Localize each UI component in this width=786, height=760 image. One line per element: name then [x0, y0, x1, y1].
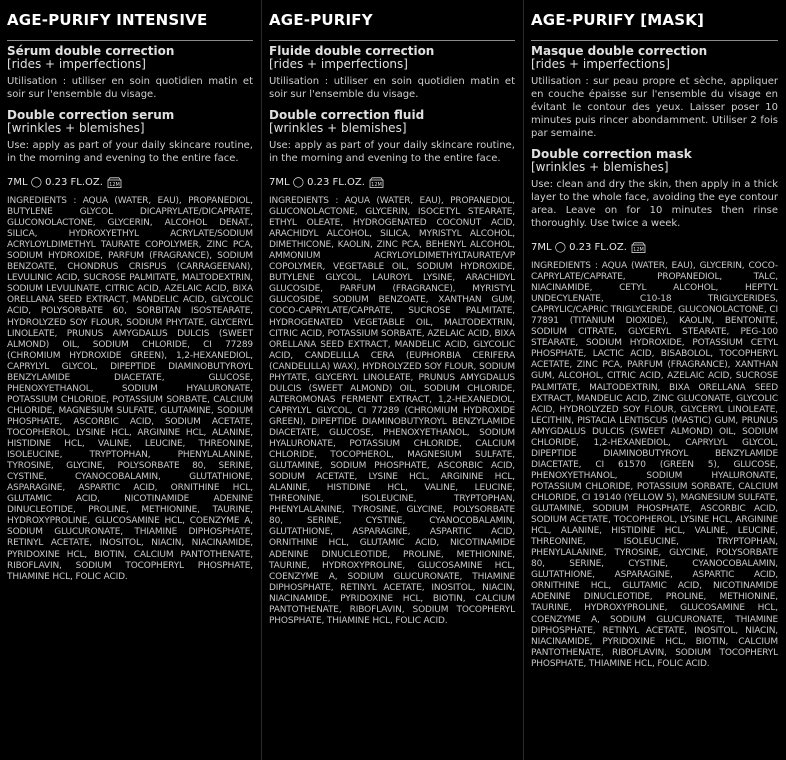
fr-usage: Utilisation : utiliser en soin quotidien matin et soir sur l'ensemble du visage.	[269, 76, 515, 100]
jar-pao-icon	[369, 177, 384, 188]
column-age-purify-mask	[524, 0, 786, 760]
fr-subheading: [rides + imperfections]	[7, 57, 146, 71]
jar-pao-icon	[631, 242, 646, 253]
column-age-purify-intensive	[0, 0, 262, 760]
fr-subheading: [rides + imperfections]	[269, 57, 408, 71]
en-usage: Use: apply as part of your daily skincare routine, in the morning and evening to the entire face.	[269, 140, 515, 164]
pao-label: 12M	[109, 182, 120, 188]
ingredients-list: INGREDIENTS : AQUA (WATER, EAU), PROPANEDIOL, GLUCONOLACTONE, GLYCERIN, ISOCETYL STEARATE, ETHYL OLEATE, HYDROGENATED COCONUT ACID, ARACHIDYL ALCOHOL, SILICA, MYRISTYL ALCOHOL, DIMETHICONE, KAOLIN, ZINC PCA, BEHENYL ALCOHOL, AMMONIUM ACRYLOYLDIMETHYLTAURATE/VP COPOLYMER, VEGETABLE OIL, SODIUM HYDROXIDE, BUTYLENE GLYCOL, LAUROYL LYSINE, ARACHIDYL GLUCOSIDE, PARFUM (FRAGRANCE), MYRISTYL GLUCOSIDE, SODIUM BENZOATE, XANTHAN GUM, COCO-CAPRYLATE/CAPRATE, SUCROSE PALMITATE, HYDROGENATED VEGETABLE OIL, MALTODEXTRIN, CITRIC ACID, POTASSIUM SORBATE, AZELAIC ACID, BIXA ORELLANA SEED EXTRACT, MANDELIC ACID, GLYCOLIC ACID, CANDELILLA CERA (EUPHORBIA CERIFERA (CANDELILLA) WAX), HYDROLYZED SOY FLOUR, SODIUM PHYTATE, GLYCERYL LINOLEATE, PRUNUS AMYGDALUS DULCIS (SWEET ALMOND) OIL, SODIUM CHLORIDE, ALTEROMONAS FERMENT EXTRACT, 1,2-HEXANEDIOL, CAPRYLYL GLYCOL, CI 77289 (CHROMIUM HYDROXIDE GREEN), DIPEPTIDE DIAMINOBUTYROYL BENZYLAMIDE DIACETATE, GLUCOSE, PHENOXYETHANOL, SODIUM HYALURONATE, POTASSIUM CHLORIDE, CALCIUM CHLORIDE, TOCOPHEROL, MAGNESIUM SULFATE, GLUTAMINE, SODIUM PHOSPHATE, ASCORBIC ACID, SODIUM ACETATE, LYSINE HCL, ARGININE HCL, ALANINE, HISTIDINE HCL, VALINE, LEUCINE, THREONINE, ISOLEUCINE, TRYPTOPHAN, PHENYLALANINE, TYROSINE, GLYCINE, POLYSORBATE 80, SERINE, CYSTINE, CYANOCOBALAMIN, GLUTATHIONE, ASPARAGINE, ASPARTIC ACID, ORNITHINE HCL, GLUTAMIC ACID, NICOTINAMIDE ADENINE DINUCLEOTIDE, PROLINE, METHIONINE, TAURINE, HYDROXYPROLINE, GLUCOSAMINE HCL, COENZYME A, SODIUM GLUCURONATE, THIAMINE DIPHOSPHATE, RETINYL ACETATE, INOSITOL, NIACIN, NIACINAMIDE, PYRIDOXINE HCL, BIOTIN, CALCIUM PANTOTHENATE, RIBOFLAVIN, SODIUM TOCOPHERYL PHOSPHATE, THIAMINE HCL, FOLIC ACID.	[269, 196, 515, 626]
title-divider	[269, 40, 515, 41]
volume-text: 7ML ◯ 0.23 FL.OZ.	[7, 177, 103, 188]
en-heading: Double correction serum	[7, 108, 175, 122]
en-subheading: [wrinkles + blemishes]	[269, 121, 407, 135]
ingredients-list: INGREDIENTS : AQUA (WATER, EAU), GLYCERIN, COCO-CAPRYLATE/CAPRATE, PROPANEDIOL, TALC, NIACINAMIDE, CETYL ALCOHOL, HEPTYL UNDECYLENATE, C10-18 TRIGLYCERIDES, CAPRYLIC/CAPRIC TRIGLYCERIDE, GLUCONOLACTONE, CI 77891 (TITANIUM DIOXIDE), KAOLIN, BENTONITE, SODIUM CITRATE, GLYCERYL STEARATE, PEG-100 STEARATE, SODIUM HYDROXIDE, POTASSIUM CETYL PHOSPHATE, LACTIC ACID, BISABOLOL, TOCOPHERYL ACETATE, ZINC PCA, PARFUM (FRAGRANCE), XANTHAN GUM, ALCOHOL, CITRIC ACID, AZELAIC ACID, SUCROSE PALMITATE, MALTODEXTRIN, BIXA ORELLANA SEED EXTRACT, MANDELIC ACID, ZINC GLUCONATE, GLYCOLIC ACID, HYDROLYZED SOY FLOUR, GLYCERYL LINOLEATE, LECITHIN, PISTACIA LENTISCUS (MASTIC) GUM, PRUNUS AMYGDALUS DULCIS (SWEET ALMOND) OIL, SODIUM CHLORIDE, 1,2-HEXANEDIOL, CAPRYLYL GLYCOL, DIPEPTIDE DIAMINOBUTYROYL BENZYLAMIDE DIACETATE, CI 61570 (GREEN 5), GLUCOSE, PHENOXYETHANOL, SODIUM HYALURONATE, POTASSIUM CHLORIDE, POTASSIUM SORBATE, CALCIUM CHLORIDE, CI 19140 (YELLOW 5), MAGNESIUM SULFATE, GLUTAMINE, SODIUM PHOSPHATE, ASCORBIC ACID, SODIUM ACETATE, TOCOPHEROL, LYSINE HCL, ARGININE HCL, ALANINE, HISTIDINE HCL, VALINE, LEUCINE, THREONINE, ISOLEUCINE, TRYPTOPHAN, PHENYLALANINE, TYROSINE, GLYCINE, POLYSORBATE 80, SERINE, CYSTINE, CYANOCOBALAMIN, GLUTATHIONE, ASPARAGINE, ASPARTIC ACID, ORNITHINE HCL, GLUTAMIC ACID, NICOTINAMIDE ADENINE DINUCLEOTIDE, PROLINE, METHIONINE, TAURINE, HYDROXYPROLINE, GLUCOSAMINE HCL, COENZYME A, SODIUM GLUCURONATE, THIAMINE DIPHOSPHATE, RETINYL ACETATE, INOSITOL, NIACIN, NIACINAMIDE, PYRIDOXINE HCL, BIOTIN, CALCIUM PANTOTHENATE, RIBOFLAVIN, SODIUM TOCOPHERYL PHOSPHATE, THIAMINE HCL, FOLIC ACID.	[531, 261, 778, 669]
en-subheading: [wrinkles + blemishes]	[7, 121, 145, 135]
volume-row	[269, 177, 515, 188]
product-title: AGE-PURIFY INTENSIVE	[7, 11, 208, 29]
fr-heading: Sérum double correction	[7, 44, 175, 58]
en-subheading: [wrinkles + blemishes]	[531, 160, 669, 174]
column-age-purify	[262, 0, 524, 760]
en-heading: Double correction fluid	[269, 108, 425, 122]
pao-label: 12M	[633, 247, 644, 253]
fr-subheading: [rides + imperfections]	[531, 57, 670, 71]
fr-heading: Fluide double correction	[269, 44, 435, 58]
volume-row	[531, 242, 778, 253]
fr-heading: Masque double correction	[531, 44, 708, 58]
volume-row	[7, 177, 253, 188]
product-title: AGE-PURIFY [MASK]	[531, 11, 705, 29]
volume-text: 7ML ◯ 0.23 FL.OZ.	[531, 242, 627, 253]
title-divider	[7, 40, 253, 41]
en-usage: Use: apply as part of your daily skincare routine, in the morning and evening to the entire face.	[7, 140, 253, 164]
title-divider	[531, 40, 778, 41]
pao-label: 12M	[371, 182, 382, 188]
jar-pao-icon	[107, 177, 122, 188]
fr-usage: Utilisation : utiliser en soin quotidien matin et soir sur l'ensemble du visage.	[7, 76, 253, 100]
product-title: AGE-PURIFY	[269, 11, 373, 29]
en-heading: Double correction mask	[531, 147, 692, 161]
en-usage: Use: clean and dry the skin, then apply in a thick layer to the whole face, avoiding the eye contour area. Leave on for 10 minutes then rinse thoroughly. Use twice a week.	[531, 179, 778, 229]
volume-text: 7ML ◯ 0.23 FL.OZ.	[269, 177, 365, 188]
ingredients-list: INGREDIENTS : AQUA (WATER, EAU), PROPANEDIOL, BUTYLENE GLYCOL DICAPRYLATE/DICAPRATE, GLUCONOLACTONE, GLYCERIN, ALCOHOL DENAT., SILICA, HYDROXYETHYL ACRYLATE/SODIUM ACRYLOYLDIMETHYL TAURATE COPOLYMER, ZINC PCA, SODIUM HYDROXIDE, PARFUM (FRAGRANCE), SODIUM BENZOATE, CHONDRUS CRISPUS (CARRAGEENAN), LEVULINIC ACID, SUCROSE PALMITATE, MALTODEXTRIN, SODIUM LEVULINATE, CITRIC ACID, AZELAIC ACID, BIXA ORELLANA SEED EXTRACT, MANDELIC ACID, GLYCOLIC ACID, POLYSORBATE 60, SORBITAN ISOSTEARATE, HYDROLYZED SOY FLOUR, SODIUM PHYTATE, GLYCERYL LINOLEATE, PRUNUS AMYGDALUS DULCIS (SWEET ALMOND) OIL, SODIUM CHLORIDE, CI 77289 (CHROMIUM HYDROXIDE GREEN), 1,2-HEXANEDIOL, CAPRYLYL GLYCOL, DIPEPTIDE DIAMINOBUTYROYL BENZYLAMIDE DIACETATE, GLUCOSE, PHENOXYETHANOL, SODIUM HYALURONATE, POTASSIUM CHLORIDE, POTASSIUM SORBATE, CALCIUM CHLORIDE, MAGNESIUM SULFATE, GLUTAMINE, SODIUM PHOSPHATE, ASCORBIC ACID, SODIUM ACETATE, TOCOPHEROL, LYSINE HCL, ARGININE HCL, ALANINE, HISTIDINE HCL, VALINE, LEUCINE, THREONINE, ISOLEUCINE, TRYPTOPHAN, PHENYLALANINE, TYROSINE, GLYCINE, POLYSORBATE 80, SERINE, CYSTINE, CYANOCOBALAMIN, GLUTATHIONE, ASPARAGINE, ASPARTIC ACID, ORNITHINE HCL, GLUTAMIC ACID, NICOTINAMIDE ADENINE DINUCLEOTIDE, PROLINE, METHIONINE, TAURINE, HYDROXYPROLINE, GLUCOSAMINE HCL, COENZYME A, SODIUM GLUCURONATE, THIAMINE DIPHOSPHATE, RETINYL ACETATE, INOSITOL, NIACIN, NIACINAMIDE, PYRIDOXINE HCL, BIOTIN, CALCIUM PANTOTHENATE, RIBOFLAVIN, SODIUM TOCOPHERYL PHOSPHATE, THIAMINE HCL, FOLIC ACID.	[7, 196, 253, 582]
fr-usage: Utilisation : sur peau propre et sèche, appliquer en couche épaisse sur l'ensemble du visage en évitant le contour des yeux. Laisser poser 10 minutes puis rincer abondamment. Utiliser 2 fois par semaine.	[531, 76, 778, 139]
